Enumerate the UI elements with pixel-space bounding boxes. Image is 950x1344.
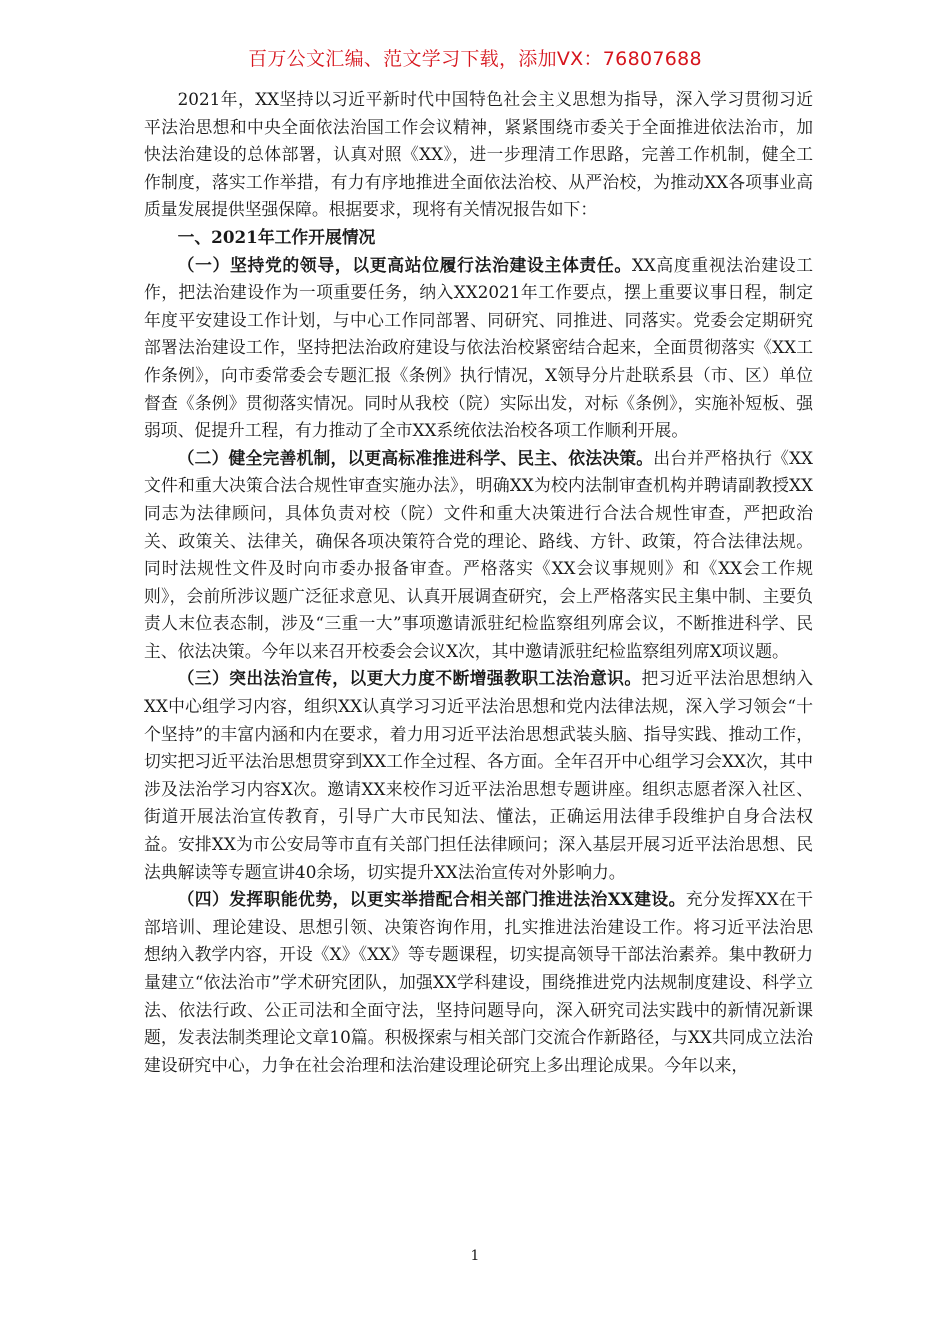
paragraph-3 bbox=[144, 665, 813, 886]
paragraph-1-text: XX高度重视法治建设工作，把法治建设作为一项重要任务，纳入XX2021年工作要点，摆上重要议事日程，制定年度平安建设工作计划，与中心工作同部署、同研究、同推进、同落实。党委会定期研究部署法治建设工作，坚持把法治政府建设与依法治校紧密结合起来，全面贯彻落实《XX工作条例》，向市委常委会专题汇报《条例》执行情况，X领导分片赴联系县（市、区）单位督查《条例》贯彻落实情况。同时从我校（院）实际出发，对标《条例》，实施补短板、强弱项、促提升工程，有力推动了全市XX系统依法治校各项工作顺利开展。 bbox=[144, 254, 813, 441]
paragraph-4-text: 充分发挥XX在干部培训、理论建设、思想引领、决策咨询作用，扎实推进法治建设工作。将习近平法治思想纳入教学内容，开设《X》《XX》等专题课程，切实提高领导干部法治素养。集中教研力量建立“依法治市”学术研究团队，加强XX学科建设，围绕推进党内法规制度建设、科学立法、依法行政、公正司法和全面守法，坚持问题导向，深入研究司法实践中的新情况新课题，发表法制类理论文章10篇。积极探索与相关部门交流合作新路径，与XX共同成立法治建设研究中心，力争在社会治理和法治建设理论研究上多出理论成果。今年以来， bbox=[144, 889, 813, 1075]
paragraph-4 bbox=[144, 886, 813, 1079]
page-number: 1 bbox=[470, 1248, 480, 1264]
paragraph-1-heading: （一）坚持党的领导，以更高站位履行法治建设主体责任。 bbox=[177, 254, 632, 275]
paragraph-4-heading: （四）发挥职能优势，以更实举措配合相关部门推进法治XX建设。 bbox=[177, 889, 686, 910]
section-heading: 一、2021年工作开展情况 bbox=[177, 226, 376, 247]
paragraph-1 bbox=[144, 252, 813, 445]
paragraph-3-text: 把习近平法治思想纳入XX中心组学习内容，组织XX认真学习习近平法治思想和党内法律法规，深入学习领会“十个坚持”的丰富内涵和内在要求，着力用习近平法治思想武装头脑、指导实践、推动工作，切实把习近平法治思想贯穿到XX工作全过程、各方面。全年召开中心组学习会XX次，其中涉及法治学习内容X次。邀请XX来校作习近平法治思想专题讲座。组织志愿者深入社区、街道开展法治宣传教育，引导广大市民知法、懂法，正确运用法律手段维护自身合法权益。安排XX为市公安局等市直有关部门担任法律顾问；深入基层开展习近平法治思想、民法典解读等专题宣讲40余场，切实提升XX法治宣传对外影响力。 bbox=[144, 668, 813, 882]
intro-paragraph: 2021年，XX坚持以习近平新时代中国特色社会主义思想为指导，深入学习贯彻习近平法治思想和中央全面依法治国工作会议精神，紧紧围绕市委关于全面推进依法治市，加快法治建设的总体部署，认真对照《XX》，进一步理清工作思路，完善工作机制，健全工作制度，落实工作举措，有力有序地推进全面依法治校、从严治校，为推动XX各项事业高质量发展提供坚强保障。根据要求，现将有关情况报告如下： bbox=[144, 89, 813, 220]
paragraph-2 bbox=[144, 445, 813, 666]
watermark-banner: 百万公文汇编、范文学习下载，添加VX：76807688 bbox=[248, 48, 702, 70]
paragraph-3-heading: （三）突出法治宣传，以更大力度不断增强教职工法治意识。 bbox=[177, 668, 642, 689]
paragraph-2-heading: （二）健全完善机制，以更高标准推进科学、民主、依法决策。 bbox=[177, 447, 654, 468]
document-body bbox=[144, 86, 813, 1079]
paragraph-2-text: 出台并严格执行《XX文件和重大决策合法合规性审查实施办法》，明确XX为校内法制审查机构并聘请副教授XX同志为法律顾问，具体负责对校（院）文件和重大决策进行合法合规性审查，严把政治关、政策关、法律关，确保各项决策符合党的理论、路线、方针、政策，符合法律法规。同时法规性文件及时向市委办报备审查。严格落实《XX会议事规则》和《XX会工作规则》，会前所涉议题广泛征求意见、认真开展调查研究，会上严格落实民主集中制、主要负责人末位表态制，涉及“三重一大”事项邀请派驻纪检监察组列席会议，不断推进科学、民主、依法决策。今年以来召开校委会会议X次，其中邀请派驻纪检监察组列席X项议题。 bbox=[144, 447, 813, 661]
